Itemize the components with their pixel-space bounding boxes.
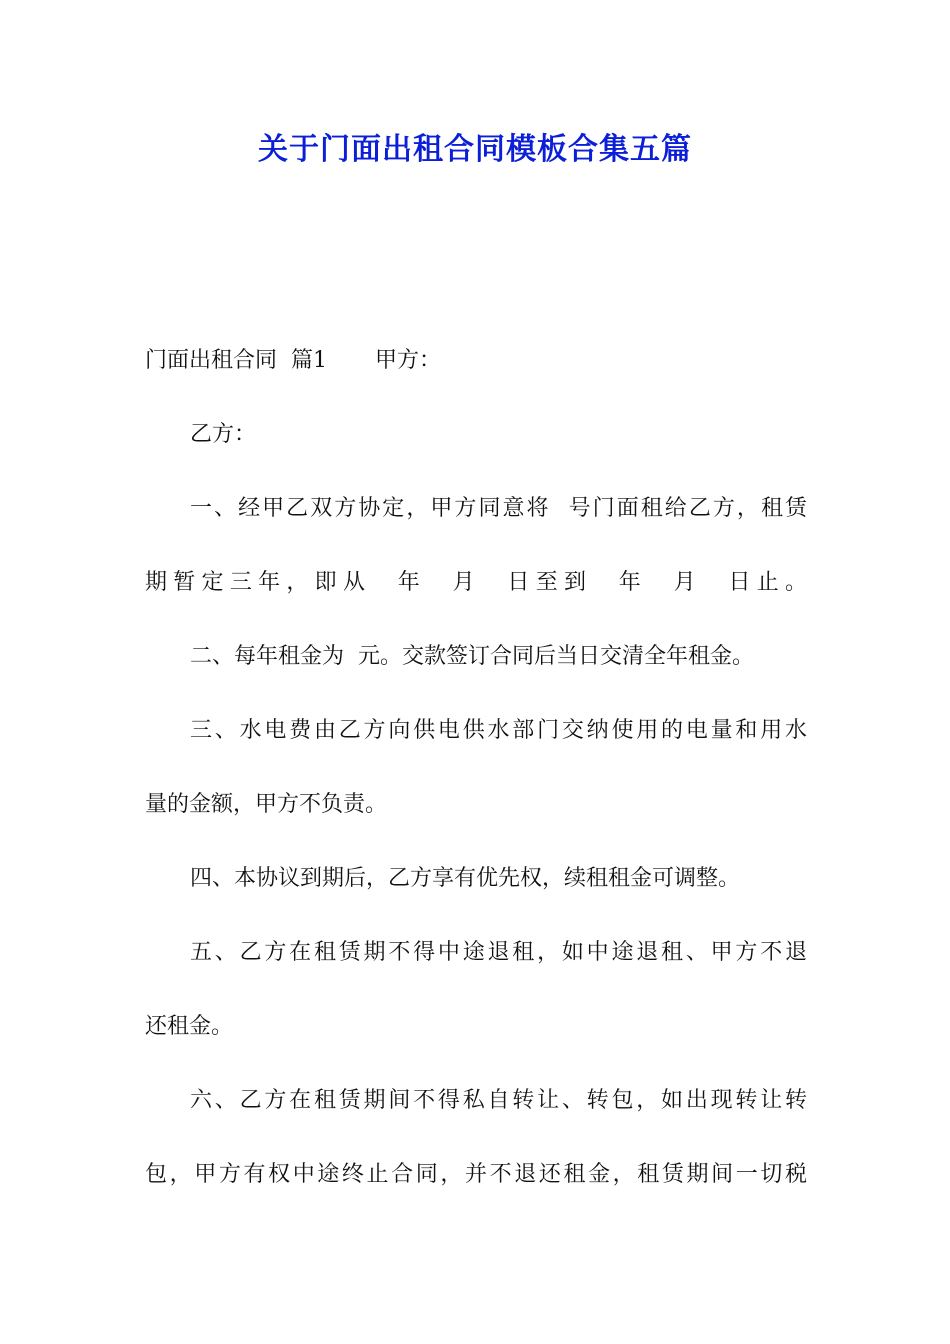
section-title: 门面出租合同 篇1 xyxy=(145,348,327,373)
clause-line: 三、水电费由乙方向供电供水部门交纳使用的电量和用水 xyxy=(190,718,807,743)
party-b-label: 乙方： xyxy=(190,422,257,447)
clause-line: 还租金。 xyxy=(145,1014,234,1039)
clause-line: 二、每年租金为 元。交款签订合同后当日交清全年租金。 xyxy=(190,644,754,669)
party-a-label: 甲方： xyxy=(374,348,441,373)
clause-line: 一、经甲乙双方协定，甲方同意将 号门面租给乙方，租赁 xyxy=(190,496,807,521)
clause-line: 量的金额，甲方不负责。 xyxy=(145,792,388,817)
clause-line: 四、本协议到期后，乙方享有优先权，续租租金可调整。 xyxy=(190,866,741,891)
document-title: 关于门面出租合同模板合集五篇 xyxy=(258,132,692,167)
section-heading-line xyxy=(145,340,807,414)
clause-line: 五、乙方在租赁期不得中途退租，如中途退租、甲方不退 xyxy=(190,940,807,965)
clause-line: 包，甲方有权中途终止合同，并不退还租金，租赁期间一切税 xyxy=(145,1162,807,1187)
clause-line: 期暂定三年，即从 年 月 日至到 年 月 日止。 xyxy=(145,570,807,595)
contract-body xyxy=(145,340,807,1228)
clause-line: 六、乙方在租赁期间不得私自转让、转包，如出现转让转 xyxy=(190,1088,807,1113)
